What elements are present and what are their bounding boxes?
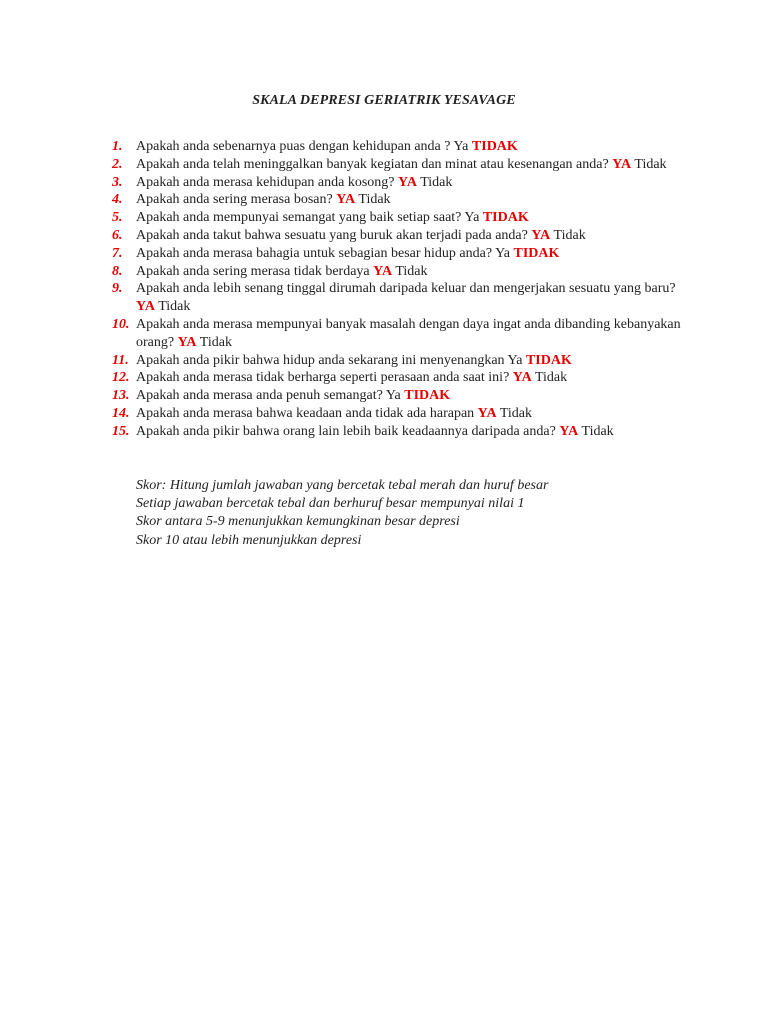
- question-body: [136, 280, 682, 316]
- question-body: [136, 369, 682, 387]
- question-number: 13.: [112, 388, 130, 404]
- question-number: 8.: [112, 263, 123, 279]
- question-text: Apakah anda merasa kehidupan anda kosong?: [136, 174, 395, 190]
- question-body: [136, 263, 682, 281]
- question-body: [136, 316, 682, 352]
- question-text: Apakah anda pikir bahwa orang lain lebih baik keadaannya daripada anda?: [136, 423, 556, 439]
- question-item: [112, 156, 682, 174]
- answer-ya: YA: [531, 227, 551, 243]
- answer-tidak: Tidak: [358, 192, 391, 208]
- question-body: [136, 405, 682, 423]
- answer-ya: YA: [612, 156, 632, 172]
- answer-tidak: TIDAK: [513, 245, 560, 261]
- answer-tidak: Tidak: [534, 370, 568, 386]
- answer-ya: Ya: [453, 139, 469, 154]
- question-number: 12.: [112, 370, 130, 386]
- scoring-note: Skor: Hitung jumlah jawaban yang bercetak tebal merah dan huruf besar: [136, 478, 549, 493]
- answer-tidak: TIDAK: [482, 210, 529, 226]
- question-number: 4.: [112, 192, 123, 208]
- answer-ya: YA: [336, 192, 356, 208]
- question-body: [136, 191, 682, 209]
- question-text: Apakah anda sebenarnya puas dengan kehidupan anda ?: [136, 139, 451, 154]
- answer-ya: YA: [512, 370, 532, 386]
- question-text: Apakah anda takut bahwa sesuatu yang buruk akan terjadi pada anda?: [136, 227, 528, 243]
- question-text: Apakah anda merasa anda penuh semangat?: [136, 388, 383, 404]
- answer-ya: Ya: [507, 352, 523, 368]
- question-item: [112, 138, 682, 156]
- answer-tidak: TIDAK: [404, 388, 451, 404]
- answer-ya: YA: [398, 174, 417, 190]
- question-number: 5.: [112, 210, 123, 226]
- scoring-note: Skor 10 atau lebih menunjukkan depresi: [136, 532, 362, 548]
- question-item: [112, 423, 682, 441]
- answer-ya: Ya: [495, 245, 510, 261]
- answer-tidak: TIDAK: [525, 352, 572, 368]
- question-item: [112, 209, 682, 227]
- question-text: Apakah anda merasa bahagia untuk sebagian besar hidup anda?: [136, 245, 493, 261]
- answer-tidak: Tidak: [581, 423, 614, 439]
- question-body: [136, 209, 682, 227]
- answer-tidak: Tidak: [395, 263, 428, 279]
- question-text: Apakah anda merasa bahwa keadaan anda tidak ada harapan: [136, 405, 475, 421]
- answer-ya: Ya: [385, 388, 401, 404]
- scoring-note: Skor antara 5-9 menunjukkan kemungkinan besar depresi: [136, 514, 460, 530]
- question-body: [136, 352, 682, 370]
- question-number: 14.: [112, 405, 130, 421]
- question-text: Apakah anda mempunyai semangat yang baik setiap saat?: [136, 210, 462, 226]
- answer-ya: Ya: [464, 210, 480, 226]
- question-item: [112, 263, 682, 281]
- question-item: [112, 191, 682, 209]
- question-item: [112, 387, 682, 405]
- answer-ya: YA: [559, 423, 579, 439]
- question-item: [112, 316, 682, 352]
- scoring-note: Setiap jawaban bercetak tebal dan berhuruf besar mempunyai nilai 1: [136, 496, 525, 512]
- question-text: Apakah anda telah meninggalkan banyak kegiatan dan minat atau kesenangan anda?: [136, 156, 609, 172]
- question-text: Apakah anda sering merasa bosan?: [136, 192, 333, 208]
- question-item: [112, 405, 682, 423]
- question-body: [136, 227, 682, 245]
- question-number: 10.: [112, 316, 130, 332]
- question-item: [112, 280, 682, 316]
- question-text: Apakah anda merasa tidak berharga seperti perasaan anda saat ini?: [136, 370, 510, 386]
- answer-ya: YA: [136, 299, 155, 315]
- question-text: Apakah anda lebih senang tinggal dirumah daripada keluar dan mengerjakan sesuatu yang baru?: [136, 281, 676, 297]
- question-number: 1.: [112, 139, 123, 154]
- question-body: [136, 423, 682, 441]
- question-number: 7.: [112, 245, 123, 261]
- answer-tidak: Tidak: [199, 334, 232, 350]
- question-body: [136, 138, 682, 156]
- question-item: [112, 245, 682, 263]
- question-body: [136, 387, 682, 405]
- question-number: 3.: [112, 174, 123, 190]
- question-body: [136, 245, 682, 263]
- question-body: [136, 174, 682, 192]
- question-item: [112, 352, 682, 370]
- answer-tidak: Tidak: [158, 299, 191, 315]
- page-title: SKALA DEPRESI GERIATRIK YESAVAGE: [252, 93, 516, 108]
- question-item: [112, 369, 682, 387]
- answer-tidak: Tidak: [499, 405, 533, 421]
- answer-tidak: Tidak: [420, 174, 453, 190]
- scoring-notes: [136, 477, 696, 550]
- answer-tidak: Tidak: [634, 156, 667, 172]
- answer-ya: YA: [177, 334, 197, 350]
- question-item: [112, 174, 682, 192]
- question-number: 11.: [112, 352, 129, 368]
- question-list: [112, 138, 682, 441]
- answer-tidak: TIDAK: [471, 139, 518, 154]
- answer-ya: YA: [477, 405, 497, 421]
- question-number: 6.: [112, 227, 123, 243]
- question-body: [136, 156, 682, 174]
- answer-tidak: Tidak: [553, 227, 586, 243]
- question-text: Apakah anda pikir bahwa hidup anda sekarang ini menyenangkan: [136, 352, 505, 368]
- question-number: 15.: [112, 423, 130, 439]
- question-text: Apakah anda sering merasa tidak berdaya: [136, 263, 370, 279]
- question-number: 2.: [112, 156, 123, 172]
- answer-ya: YA: [373, 263, 393, 279]
- question-item: [112, 227, 682, 245]
- question-number: 9.: [112, 281, 123, 297]
- question-text: Apakah anda merasa mempunyai banyak masalah dengan daya ingat anda dibanding kebanyakan orang?: [136, 316, 681, 350]
